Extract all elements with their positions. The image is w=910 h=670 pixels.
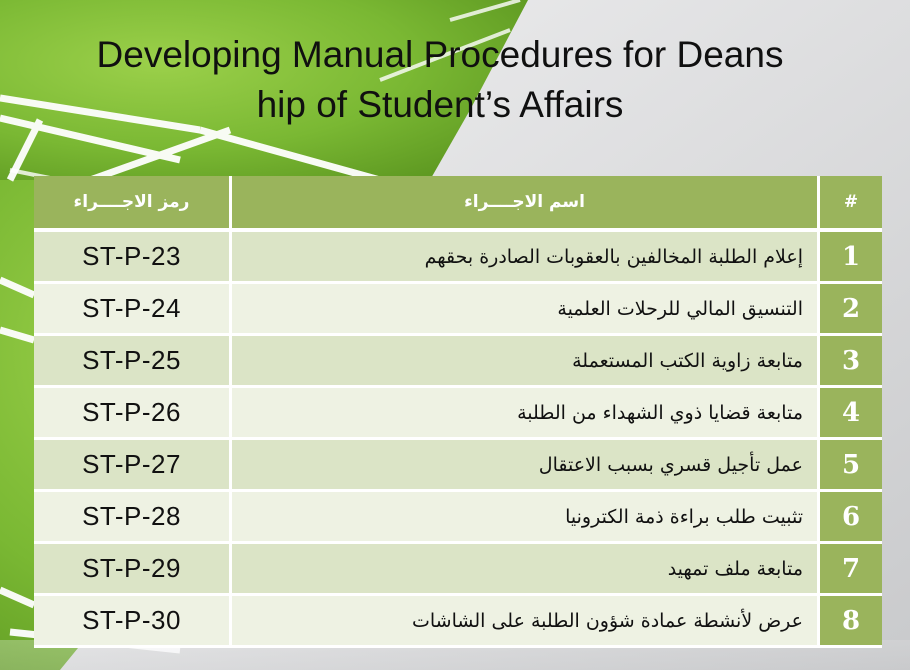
procedure-number: 1 [820,232,882,284]
procedure-code: ST-P-29 [34,544,232,596]
table-row [34,388,882,440]
procedure-name: عمل تأجيل قسري بسبب الاعتقال [232,440,820,492]
title-line-1: Developing Manual Procedures for Deans [96,34,784,75]
procedure-number: 8 [820,596,882,648]
procedure-code: ST-P-23 [34,232,232,284]
procedure-name: إعلام الطلبة المخالفين بالعقوبات الصادرة بحقهم [232,232,820,284]
table-row [34,596,882,648]
procedure-number: 7 [820,544,882,596]
table-row [34,336,882,388]
table-header-row [34,176,882,232]
table-row [34,232,882,284]
procedure-code: ST-P-26 [34,388,232,440]
procedure-number: 6 [820,492,882,544]
procedure-name: تثبيت طلب براءة ذمة الكترونيا [232,492,820,544]
header-number: # [820,176,882,232]
procedure-code: ST-P-25 [34,336,232,388]
procedure-name: متابعة قضايا ذوي الشهداء من الطلبة [232,388,820,440]
procedure-number: 5 [820,440,882,492]
procedure-name: عرض لأنشطة عمادة شؤون الطلبة على الشاشات [232,596,820,648]
table-row [34,544,882,596]
slide-title [0,30,880,130]
procedure-name: التنسيق المالي للرحلات العلمية [232,284,820,336]
procedure-name: متابعة ملف تمهيد [232,544,820,596]
table-row [34,284,882,336]
procedure-number: 3 [820,336,882,388]
procedure-code: ST-P-28 [34,492,232,544]
header-procedure-code: رمز الاجــــراء [34,176,232,232]
procedure-number: 4 [820,388,882,440]
procedure-code: ST-P-30 [34,596,232,648]
procedure-code: ST-P-27 [34,440,232,492]
procedure-code: ST-P-24 [34,284,232,336]
procedure-number: 2 [820,284,882,336]
table-row [34,440,882,492]
procedure-name: متابعة زاوية الكتب المستعملة [232,336,820,388]
title-line-2: hip of Student’s Affairs [256,84,624,125]
header-procedure-name: اسم الاجــــراء [232,176,820,232]
procedures-table [34,176,882,648]
table-row [34,492,882,544]
